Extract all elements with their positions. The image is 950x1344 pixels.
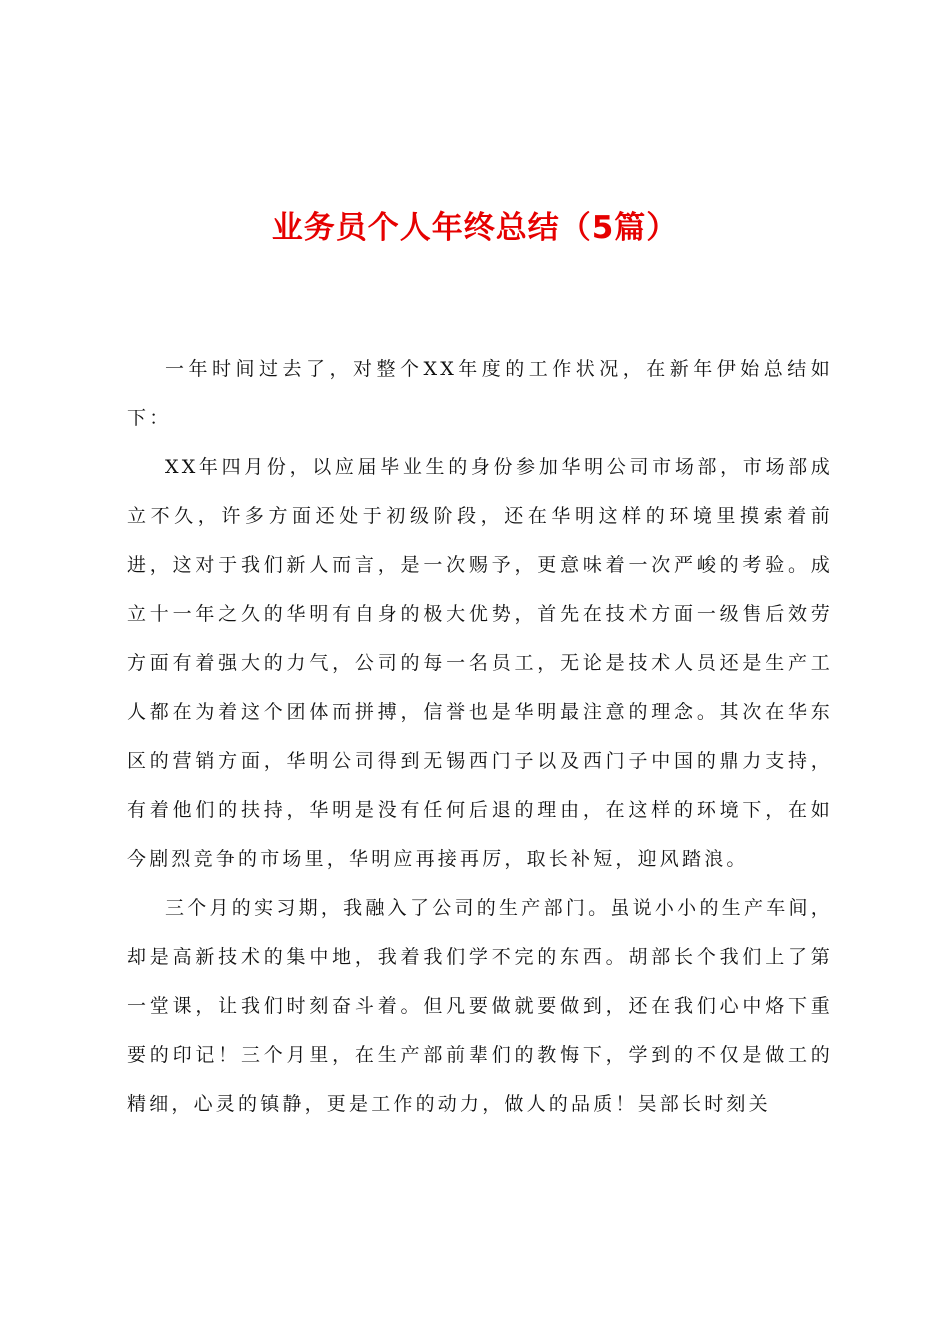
paragraph: 三个月的实习期，我融入了公司的生产部门。虽说小小的生产车间，却是高新技术的集中地，我着我们学不完的东西。胡部长个我们上了第一堂课，让我们时刻奋斗着。但凡要做就要做到，还在我们心中烙下重要的印记！三个月里，在生产部前辈们的教悔下，学到的不仅是做工的精细，心灵的镇静，更是工作的动力，做人的品质！吴部长时刻关 [127, 897, 833, 1115]
document-body [127, 345, 833, 1129]
paragraph: 一年时间过去了，对整个XX年度的工作状况，在新年伊始总结如下： [127, 358, 833, 429]
document-title: 业务员个人年终总结（5篇） [271, 210, 679, 246]
paragraph: XX年四月份，以应届毕业生的身份参加华明公司市场部，市场部成立不久，许多方面还处于初级阶段，还在华明这样的环境里摸索着前进，这对于我们新人而言，是一次赐予，更意味着一次严峻的考验。成立十一年之久的华明有自身的极大优势，首先在技术方面一级售后效劳方面有着强大的力气，公司的每一名员工，无论是技术人员还是生产工人都在为着这个团体而拼搏，信誉也是华明最注意的理念。其次在华东区的营销方面，华明公司得到无锡西门子以及西门子中国的鼎力支持，有着他们的扶持，华明是没有任何后退的理由，在这样的环境下，在如今剧烈竞争的市场里，华明应再接再厉，取长补短，迎风踏浪。 [127, 456, 833, 870]
